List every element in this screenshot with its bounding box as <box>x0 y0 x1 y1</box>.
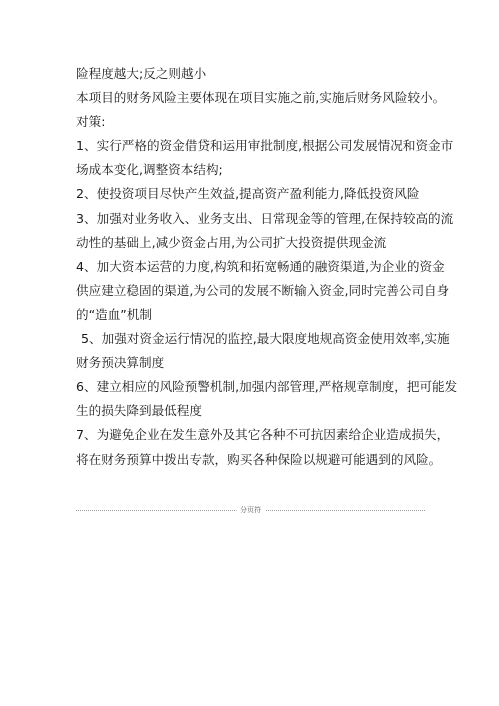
text-line: 生的损失降到最低程度 <box>76 403 202 419</box>
text-line: 场成本变化,调整资本结构; <box>76 162 223 178</box>
text-line: 2、使投资项目尽快产生效益,提高资产盈利能力,降低投资风险 <box>76 186 420 202</box>
text-line: 6、建立相应的风险预警机制,加强内部管理,严格规章制度，把可能发 <box>76 379 458 395</box>
page-break-separator <box>76 505 425 517</box>
text-line: 险程度越大;反之则越小 <box>76 66 207 81</box>
page-break-label: 分页符 <box>236 505 265 516</box>
text-line: 7、为避免企业在发生意外及其它各种不可抗因素给企业造成损失， <box>76 427 450 443</box>
text-line: 5、加强对资金运行情况的监控,最大限度地规高资金使用效率,实施 <box>81 331 450 347</box>
text-line: 本项目的财务风险主要体现在项目实施之前,实施后财务风险较小。 <box>76 90 446 106</box>
text-line: 对策: <box>76 114 106 130</box>
text-line: 3、加强对业务收入、业务支出、日常现金等的管理,在保持较高的流 <box>76 210 454 226</box>
text-line: 4、加大资本运营的力度,构筑和拓宽畅通的融资渠道,为企业的资金 <box>76 258 445 274</box>
text-line: 将在财务预算中拨出专款，购买各种保险以规避可能遇到的风险。 <box>76 451 442 467</box>
text-line: 动性的基础上,减少资金占用,为公司扩大投资提供现金流 <box>76 234 387 250</box>
text-line: 的“造血”机制 <box>76 306 153 322</box>
text-line: 1、实行严格的资金借贷和运用审批制度,根据公司发展情况和资金市 <box>76 138 454 154</box>
text-line: 财务预决算制度 <box>76 355 165 371</box>
document-body <box>76 62 458 472</box>
text-line: 供应建立稳固的渠道,为公司的发展不断输入资金,同时完善公司自身 <box>76 282 450 298</box>
